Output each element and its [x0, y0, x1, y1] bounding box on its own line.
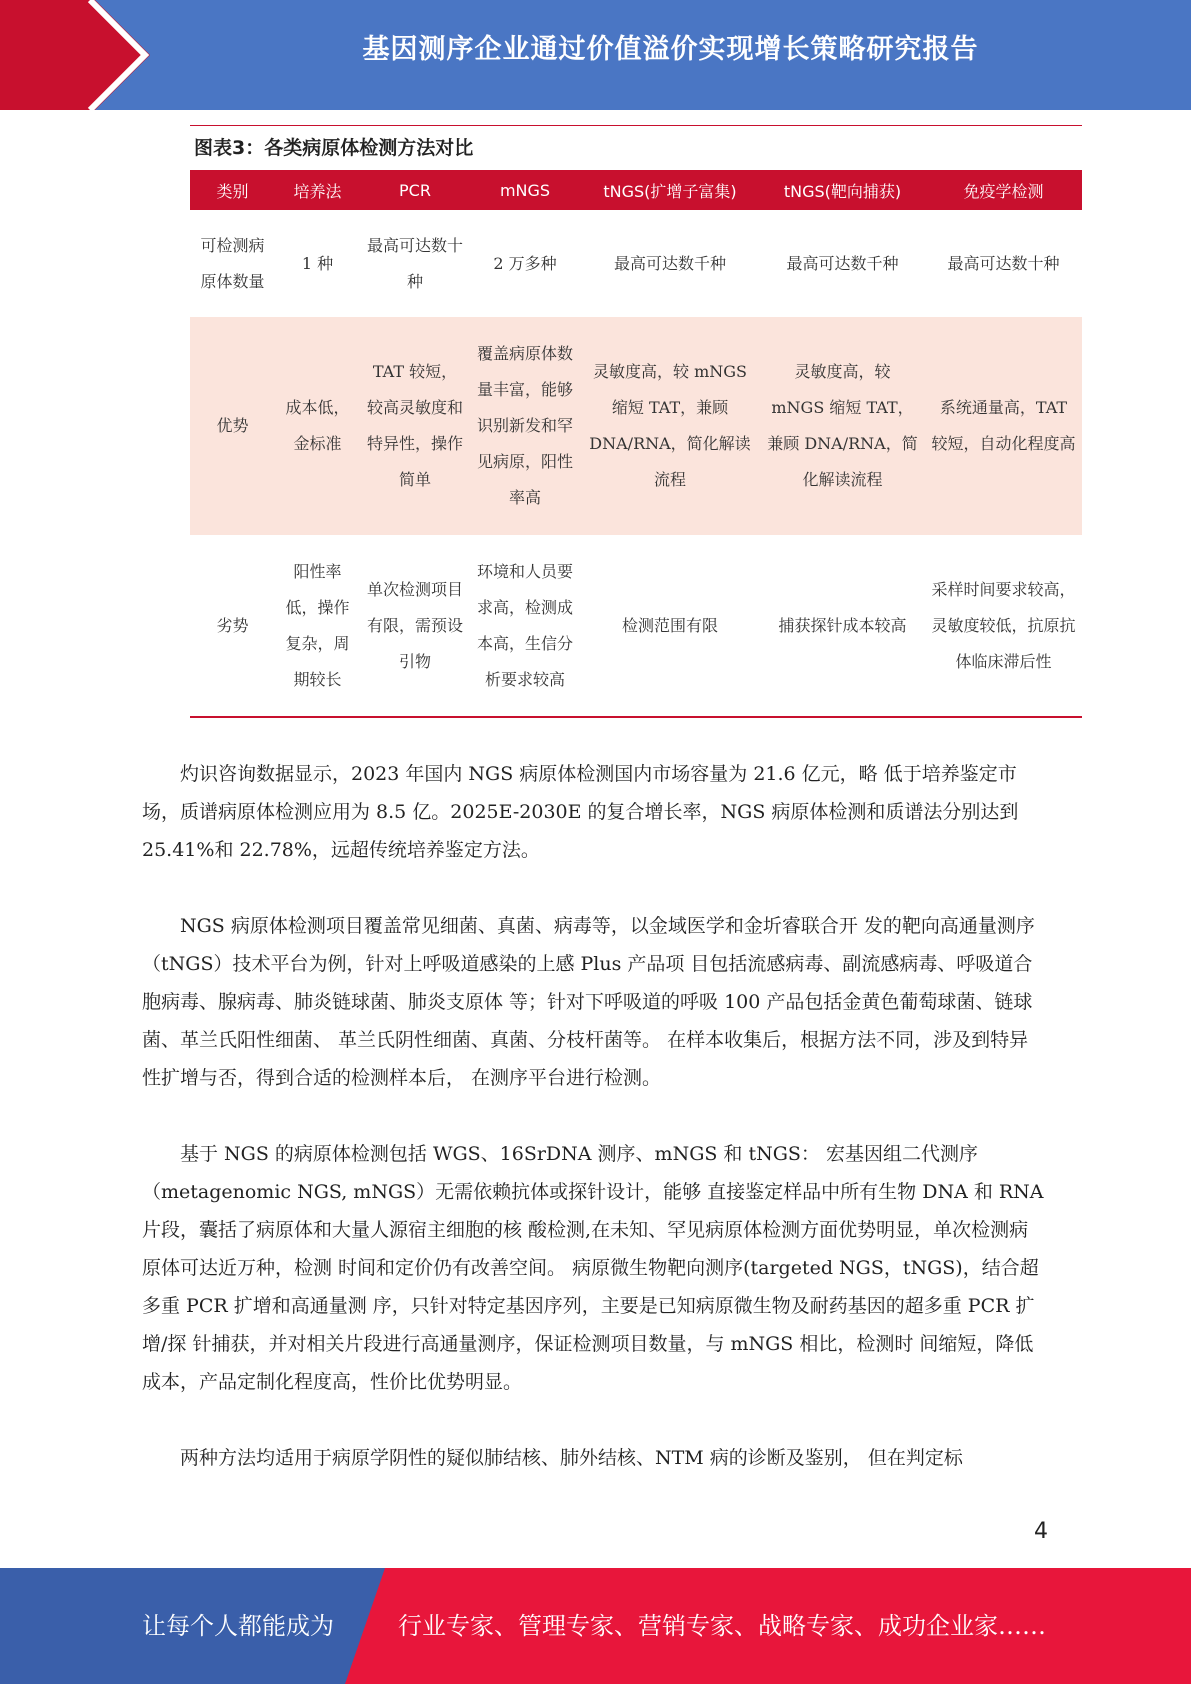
page-number: 4: [1034, 1519, 1048, 1544]
body-text: [142, 755, 1047, 1515]
table-cell: 劣势: [190, 535, 275, 717]
comparison-table: [190, 170, 1082, 718]
column-header: tNGS(靶向捕获): [760, 170, 925, 210]
table-cell: 最高可达数千种: [613, 253, 726, 273]
table-cell: 成本低，金标准: [275, 317, 360, 535]
table-cell: TAT 较短，较高灵敏度和特异性，操作简单: [360, 317, 470, 535]
column-header: PCR: [360, 170, 470, 210]
page-footer: [0, 1568, 1191, 1684]
column-header: 培养法: [275, 170, 360, 210]
table-cell: 灵敏度高，较 mNGS 缩短 TAT，兼顾 DNA/RNA，简化解读流程: [760, 317, 925, 535]
table-cell: 覆盖病原体数量丰富，能够识别新发和罕见病原，阳性率高: [470, 317, 580, 535]
paragraph: 基于 NGS 的病原体检测包括 WGS、16SrDNA 测序、mNGS 和 tNGS： 宏基因组二代测序（metagenomic NGS, mNGS）无需依赖抗体或探针设计，能够 直接鉴定样品中所有生物 DNA 和 RNA 片段，囊括了病原体和大量人源宿主细胞的核 酸检测,在未知、罕见病原体检测方面优势明显，单次检测病原体可达近万种，检测 时间和定价仍有改善空间。 病原微生物靶向测序(targeted NGS，tNGS)，结合超多重 PCR 扩增和高通量测 序，只针对特定基因序列，主要是已知病原微生物及耐药基因的超多重 PCR 扩增/探 针捕获，并对相关片段进行高通量测序，保证检测项目数量，与 mNGS 相比，检测时 间缩短，降低成本，产品定制化程度高，性价比优势明显。: [142, 1143, 1044, 1393]
comparison-figure: [190, 125, 1082, 718]
paragraph: 灼识咨询数据显示，2023 年国内 NGS 病原体检测国内市场容量为 21.6 亿元，略 低于培养鉴定市场，质谱病原体检测应用为 8.5 亿。2025E-2030E 的复合增长率，NGS 病原体检测和质谱法分别达到 25.41%和 22.78%，远超传统培养鉴定方法。: [142, 763, 1019, 861]
paragraph: NGS 病原体检测项目覆盖常见细菌、真菌、病毒等，以金域医学和金圻睿联合开 发的靶向高通量测序（tNGS）技术平台为例，针对上呼吸道感染的上感 Plus 产品项 目包括流感病毒、副流感病毒、呼吸道合胞病毒、腺病毒、肺炎链球菌、肺炎支原体 等；针对下呼吸道的呼吸 100 产品包括金黄色葡萄球菌、链球菌、革兰氏阳性细菌、 革兰氏阴性细菌、真菌、分枝杆菌等。 在样本收集后，根据方法不同，涉及到特异性扩增与否，得到合适的检测样本后， 在测序平台进行检测。: [142, 915, 1035, 1089]
table-cell: 2 万多种: [493, 253, 557, 273]
chevron-arrow-icon: [0, 0, 150, 110]
column-header: mNGS: [470, 170, 580, 210]
paragraph: 两种方法均适用于病原学阴性的疑似肺结核、肺外结核、NTM 病的诊断及鉴别， 但在判定标: [180, 1447, 963, 1469]
table-cell: 单次检测项目有限，需预设引物: [360, 535, 470, 717]
table-cell: 最高可达数十种: [366, 235, 463, 291]
footer-slogan-right: 行业专家、管理专家、营销专家、战略专家、成功企业家……: [398, 1612, 1046, 1640]
figure-caption: 图表3：各类病原体检测方法对比: [194, 137, 474, 159]
report-title: 基因测序企业通过价值溢价实现增长策略研究报告: [362, 34, 979, 65]
table-cell: 环境和人员要求高，检测成本高，生信分析要求较高: [470, 535, 580, 717]
table-cell: 采样时间要求较高，灵敏度较低，抗原抗体临床滞后性: [925, 535, 1082, 717]
table-cell: 系统通量高，TAT 较短，自动化程度高: [925, 317, 1082, 535]
column-header: tNGS(扩增子富集): [580, 170, 760, 210]
table-cell: 最高可达数十种: [947, 253, 1060, 273]
table-cell: 阳性率低，操作复杂，周期较长: [275, 535, 360, 717]
table-cell: 捕获探针成本较高: [760, 535, 925, 717]
column-header: 类别: [190, 170, 275, 210]
table-header-row: [190, 170, 1082, 210]
table-row: [190, 317, 1082, 535]
table-cell: 可检测病原体数量: [200, 235, 265, 291]
table-cell: 检测范围有限: [580, 535, 760, 717]
table-cell: 最高可达数千种: [786, 253, 899, 273]
footer-slogan-left: 让每个人都能成为: [142, 1612, 334, 1640]
table-cell: 1 种: [301, 253, 334, 273]
table-row: [190, 535, 1082, 717]
table-cell: 灵敏度高，较 mNGS 缩短 TAT，兼顾 DNA/RNA，简化解读流程: [580, 317, 760, 535]
page-header: [0, 0, 1191, 110]
column-header: 免疫学检测: [925, 170, 1082, 210]
table-cell: 优势: [190, 317, 275, 535]
table-row: [190, 210, 1082, 317]
